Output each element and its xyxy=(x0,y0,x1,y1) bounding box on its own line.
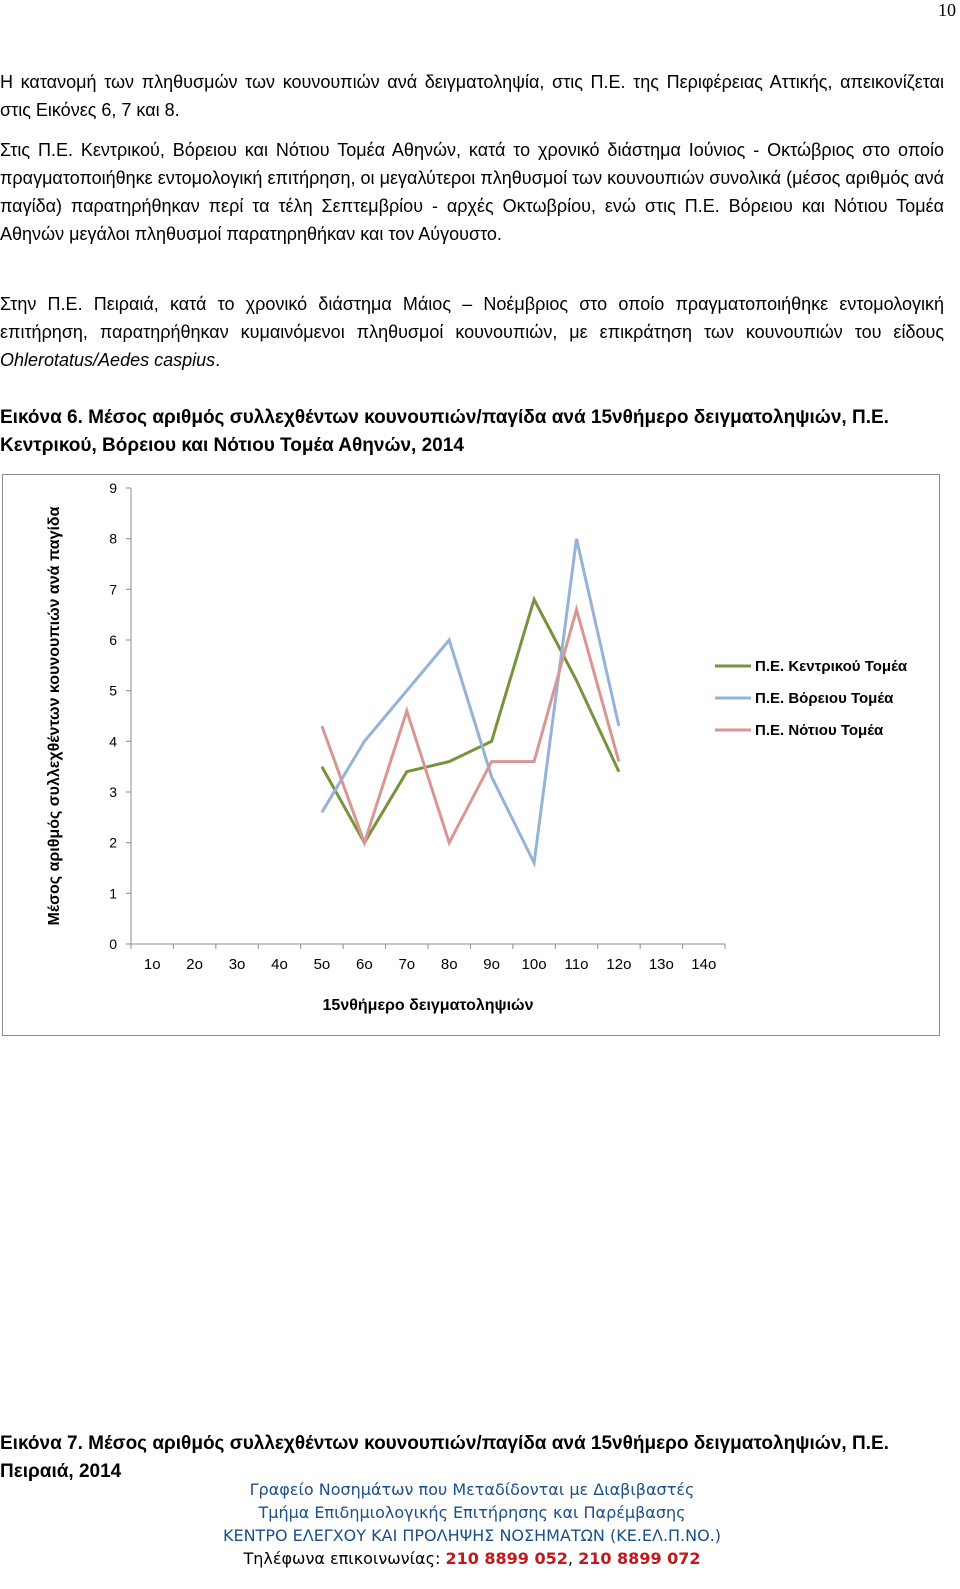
x-tick-label: 2ο xyxy=(186,956,203,973)
legend-label: Π.Ε. Βόρειου Τομέα xyxy=(755,690,894,707)
series-line-2 xyxy=(322,539,619,863)
y-tick-label: 7 xyxy=(109,581,117,598)
x-tick-label: 1ο xyxy=(143,956,161,973)
figure-7-caption: Εικόνα 7. Μέσος αριθμός συλλεχθέντων κουνουπιών/παγίδα ανά 15νθήμερο δειγματοληψιών, Π.Ε. Πειραιά, 2014 xyxy=(0,1433,889,1482)
phone-number-2[interactable]: 210 8899 072 xyxy=(578,1549,701,1568)
x-tick-label: 9ο xyxy=(483,956,500,973)
y-tick-label: 2 xyxy=(109,834,117,851)
piraeus-paragraph xyxy=(0,290,944,374)
series-line-3 xyxy=(322,610,619,843)
x-tick-label: 6ο xyxy=(356,956,373,973)
y-tick-label: 9 xyxy=(109,480,117,496)
x-tick-label: 5ο xyxy=(313,956,331,973)
y-tick-label: 6 xyxy=(109,632,117,648)
piraeus-text: Στην Π.Ε. Πειραιά, κατά το χρονικό διάστημα Μάιος – Νοέμβριος στο οποίο πραγματοποιήθηκε εντομολογική επιτήρηση, παρατηρήθηκαν κυμαινόμενοι πληθυσμοί κουνουπιών, με επικράτηση των κουνουπιών του είδους xyxy=(0,294,944,342)
y-tick-label: 1 xyxy=(109,885,117,902)
x-tick-label: 4ο xyxy=(271,956,288,973)
phone-label: Τηλέφωνα επικοινωνίας: xyxy=(243,1549,446,1568)
figure-6-chart xyxy=(2,474,940,1036)
x-tick-label: 8ο xyxy=(440,956,458,973)
x-tick-label: 13ο xyxy=(648,956,674,973)
figure-6-caption: Εικόνα 6. Μέσος αριθμός συλλεχθέντων κουνουπιών/παγίδα ανά 15νθήμερο δειγματοληψιών, Π.Ε. Κεντρικού, Βόρειου και Νότιου Τομέα Αθηνών, 2014 xyxy=(0,407,889,456)
x-tick-label: 3ο xyxy=(228,956,246,973)
x-tick-label: 7ο xyxy=(398,956,416,973)
species-name: Ohlerotatus/Aedes caspius xyxy=(0,350,216,370)
y-axis-title: Μέσος αριθμός συλλεχθέντων κουνουπιών ανά παγίδα xyxy=(46,506,63,926)
phone-number-1[interactable]: 210 8899 052 xyxy=(445,1549,568,1568)
x-tick-label: 12ο xyxy=(606,956,632,973)
x-tick-label: 11ο xyxy=(564,956,589,973)
y-tick-label: 3 xyxy=(109,784,117,800)
y-tick-label: 4 xyxy=(109,733,117,750)
series-line-1 xyxy=(322,600,619,843)
x-tick-label: 14ο xyxy=(691,956,717,973)
x-axis-title: 15νθήμερο δειγματοληψιών xyxy=(322,997,534,1014)
legend-label: Π.Ε. Νότιου Τομέα xyxy=(755,722,884,739)
footer-department: Τμήμα Επιδημιολογικής Επιτήρησης και Παρέμβασης xyxy=(258,1503,686,1522)
footer-organization: ΚΕΝΤΡΟ ΕΛΕΓΧΟΥ ΚΑΙ ΠΡΟΛΗΨΗΣ ΝΟΣΗΜΑΤΩΝ (ΚΕ.ΕΛ.Π.ΝΟ.) xyxy=(222,1526,722,1545)
page-number: 10 xyxy=(938,0,956,20)
y-tick-label: 0 xyxy=(109,936,117,952)
phone-separator: , xyxy=(567,1549,579,1568)
y-tick-label: 5 xyxy=(109,682,117,699)
athens-paragraph: Στις Π.Ε. Κεντρικού, Βόρειου και Νότιου Τομέα Αθηνών, κατά το χρονικό διάστημα Ιούνιος - Οκτώβριος στο οποίο πραγματοποιήθηκε εντομολογική επιτήρηση, οι μεγαλύτεροι πληθυσμοί των κουνουπιών συνολικά (μέσος αριθμός ανά παγίδα) παρατηρήθηκαν περί τα τέλη Σεπτεμβρίου - αρχές Οκτωβρίου, ενώ στις Π.Ε. Βόρειου και Νότιου Τομέα Αθηνών μεγάλοι πληθυσμοί παρατηρηθήκαν και τον Αύγουστο. xyxy=(0,140,944,244)
footer-phones xyxy=(0,1547,944,1570)
line-chart xyxy=(3,475,939,1035)
intro-paragraph: Η κατανομή των πληθυσμών των κουνουπιών ανά δειγματοληψία, στις Π.Ε. της Περιφέρειας Αττικής, απεικονίζεται στις Εικόνες 6, 7 και 8. xyxy=(0,72,944,120)
footer-office: Γραφείο Νοσημάτων που Μεταδίδονται με Διαβιβαστές xyxy=(249,1480,695,1499)
x-tick-label: 10ο xyxy=(521,956,547,973)
legend-label: Π.Ε. Κεντρικού Τομέα xyxy=(755,658,908,675)
piraeus-text-end: . xyxy=(215,350,221,370)
y-tick-label: 8 xyxy=(109,530,117,547)
